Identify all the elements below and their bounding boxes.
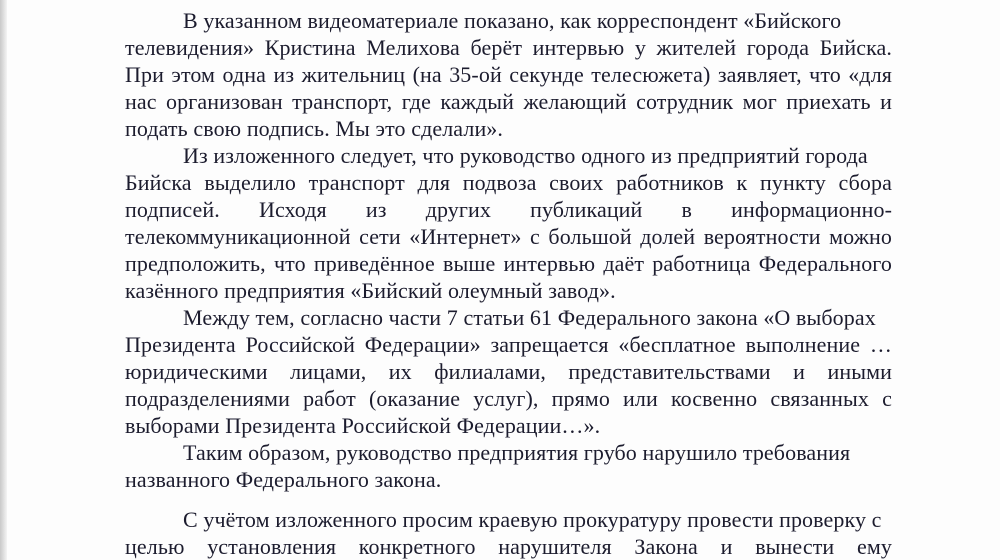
- text-line: При этом одна из жительниц (на 35-ой секунде телесюжета) заявляет, что «для: [125, 62, 892, 87]
- text-line: целью установления конкретного нарушителя Закона и вынести ему: [125, 534, 892, 559]
- text-line: Президента Российской Федерации» запрещается «бесплатное выполнение …: [125, 332, 892, 357]
- text-line: подразделениями работ (оказание услуг), прямо или косвенно связанных с: [125, 386, 892, 411]
- text-line: В указанном видеоматериале показано, как корреспондент «Бийского: [183, 8, 842, 33]
- text-line: С учётом изложенного просим краевую прокуратуру провести проверку с: [183, 507, 882, 532]
- text-line: предположить, что приведённое выше интервью даёт работница Федерального: [125, 251, 892, 276]
- page-edge-shadow: [0, 0, 7, 560]
- paragraph-violation-statement: [125, 439, 892, 493]
- text-line: нас организован транспорт, где каждый желающий сотрудник мог приехать и: [125, 89, 892, 114]
- text-line: телевидения» Кристина Мелихова берёт интервью у жителей города Бийска.: [125, 35, 892, 60]
- text-line: Из изложенного следует, что руководство одного из предприятий города: [183, 143, 868, 168]
- paragraph-request-to-prosecutor: [125, 506, 892, 560]
- text-line: телекоммуникационной сети «Интернет» с большой долей вероятности можно: [125, 224, 892, 249]
- text-line: подписей. Исходя из других публикаций в информационно-: [125, 197, 892, 222]
- text-line: названного Федерального закона.: [125, 467, 442, 492]
- paragraph-federal-law-citation: [125, 304, 892, 439]
- text-line: юридическими лицами, их филиалами, представительствами и иными: [125, 359, 892, 384]
- text-line: Таким образом, руководство предприятия грубо нарушило требования: [183, 440, 851, 465]
- text-line: выборами Президента Российской Федерации…».: [125, 413, 601, 438]
- text-line: казённого предприятия «Бийский олеумный завод».: [125, 278, 616, 303]
- text-line: Между тем, согласно части 7 статьи 61 Федерального закона «О выборах: [183, 305, 876, 330]
- text-line: подать свою подпись. Мы это сделали».: [125, 116, 504, 141]
- paragraph-conclusion-transport: [125, 142, 892, 304]
- paragraph-video-description: [125, 7, 892, 142]
- text-line: Бийска выделило транспорт для подвоза своих работников к пункту сбора: [125, 170, 892, 195]
